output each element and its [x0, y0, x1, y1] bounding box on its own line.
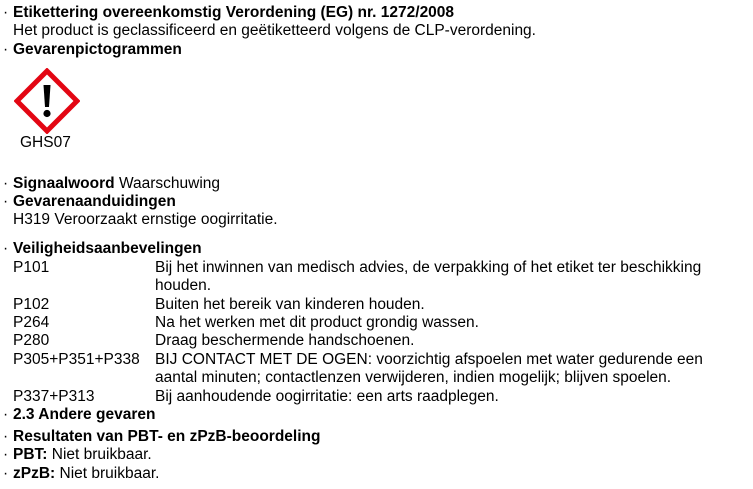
p-text: BIJ CONTACT MET DE OGEN: voorzichtig afspoelen met water gedurende een — [155, 351, 703, 368]
p-code: P101 — [13, 259, 50, 276]
bullet: · — [3, 240, 9, 257]
bullet: · — [3, 175, 9, 192]
other-hazards-heading: 2.3 Andere gevaren — [13, 406, 156, 423]
pictograms-heading-line — [0, 41, 182, 59]
p-code: P102 — [13, 296, 50, 313]
p-code: P280 — [13, 332, 50, 349]
vpvb-label: zPzB: — [13, 465, 56, 482]
p-text: aantal minuten; contactlenzen verwijderen, indien mogelijk; blijven spoelen. — [155, 369, 672, 386]
bullet: · — [3, 193, 9, 210]
labelling-heading: Etikettering overeenkomstig Verordening (EG) nr. 1272/2008 — [13, 4, 455, 21]
p-text: Bij het inwinnen van medisch advies, de verpakking of het etiket ter beschikking — [155, 259, 702, 276]
signal-word-label: Signaalwoord — [13, 175, 115, 192]
hazard-statements-heading-line — [0, 193, 176, 211]
exclamation-dot — [43, 110, 50, 117]
pbt-label: PBT: — [13, 446, 48, 463]
pictograms-heading: Gevarenpictogrammen — [13, 41, 182, 58]
bullet: · — [3, 465, 9, 482]
ghs07-exclamation-icon — [14, 68, 80, 134]
vpvb-line — [0, 465, 159, 483]
p-text: Na het werken met dit product grondig wassen. — [155, 314, 479, 331]
bullet: · — [3, 406, 9, 423]
precautionary-heading-line — [0, 240, 202, 258]
hazard-statement: H319 Veroorzaakt ernstige oogirritatie. — [13, 211, 278, 228]
signal-word-value: Waarschuwing — [118, 175, 221, 192]
p-code: P337+P313 — [13, 388, 95, 405]
pbt-heading: Resultaten van PBT- en zPzB-beoordeling — [13, 428, 321, 445]
bullet: · — [3, 428, 9, 445]
p-text: houden. — [155, 277, 212, 294]
signal-word-line — [0, 175, 220, 193]
p-text: Bij aanhoudende oogirritatie: een arts raadplegen. — [155, 388, 499, 405]
precautionary-heading: Veiligheidsaanbevelingen — [13, 240, 202, 257]
p-text: Buiten het bereik van kinderen houden. — [155, 296, 425, 313]
bullet: · — [3, 446, 9, 463]
p-text: Draag beschermende handschoenen. — [155, 332, 415, 349]
p-code: P305+P351+P338 — [13, 351, 140, 368]
pictogram-code: GHS07 — [20, 134, 71, 151]
bullet: · — [3, 41, 9, 58]
bullet: · — [3, 4, 9, 21]
hazard-statements-heading: Gevarenaanduidingen — [13, 193, 176, 210]
other-hazards-heading-line — [0, 406, 155, 424]
labelling-text: Het product is geclassificeerd en geëtiketteerd volgens de CLP-verordening. — [13, 22, 536, 39]
p-code: P264 — [13, 314, 50, 331]
pbt-heading-line — [0, 428, 320, 446]
vpvb-value: Niet bruikbaar. — [59, 465, 160, 482]
labelling-heading-line — [0, 4, 454, 22]
pbt-value: Niet bruikbaar. — [51, 446, 152, 463]
pbt-line — [0, 446, 152, 464]
